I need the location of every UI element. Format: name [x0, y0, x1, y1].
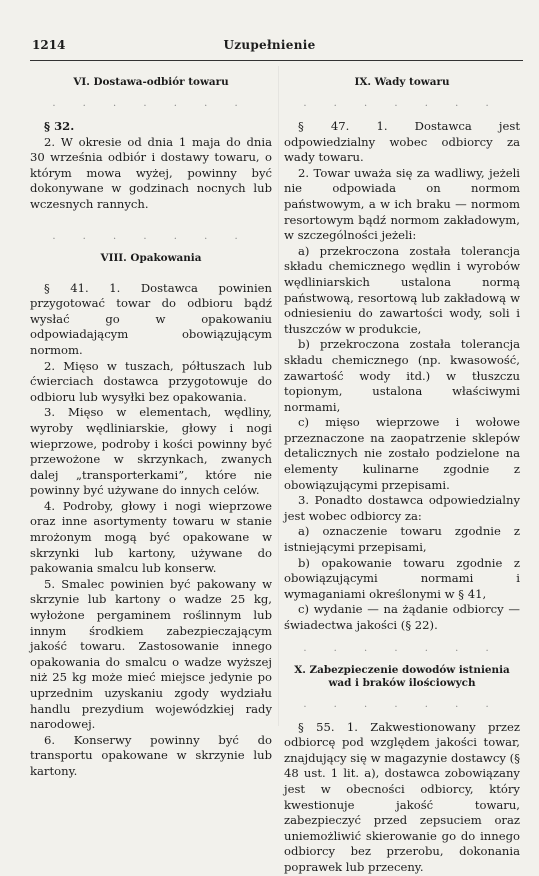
- paragraph-32-number: § 32.: [44, 119, 75, 133]
- paragraph-47-2c: c) mięso wieprzowe i wołowe przeznaczone na zaopatrzenie sklepów detalicznych nie zostało podzielone na elementy kulinarne zgodnie z obowiązującymi przepisami.: [284, 415, 520, 492]
- paragraph-32-2: 2. W okresie od dnia 1 maja do dnia 30 września odbiór i dostawy towaru, o którym mowa wyżej, powinny być dokonywane w godzinach nocnych lub wczesnych rannych.: [30, 134, 272, 211]
- page-header: [20, 38, 519, 58]
- section-title-x: X. Zabezpieczenie dowodów istnienia wad i braków ilościowych: [294, 663, 510, 689]
- page-number: 1214: [32, 38, 66, 52]
- paragraph-47-3b: b) opakowanie towaru zgodnie z obowiązującymi normami i wymaganiami określonymi w § 41,: [284, 555, 520, 601]
- paragraph-47-3c: c) wydanie — na żądanie odbiorcy — świadectwa jakości (§ 22).: [284, 602, 520, 632]
- paragraph-41-6: 6. Konserwy powinny być do transportu opakowane w skrzynie lub kartony.: [30, 732, 272, 778]
- elision-dots: . . . . . . .: [52, 98, 250, 109]
- paragraph-47-3: 3. Ponadto dostawca odpowiedzialny jest wobec odbiorcy za:: [284, 493, 520, 523]
- paragraph-55-1: § 55. 1. Zakwestionowany przez odbiorcę pod względem jakości towar, znajdujący się w magazynie dostawcy (§ 48 ust. 1 lit. a), dostawca zobowiązany jest w obecności odbiorcy, który kwestionuje jakość towaru, zabezpieczyć przed zepsuciem oraz uniemożliwić skierowanie go do innego odbiorcy bez przerobu, dokonania poprawek lub przeceny.: [284, 719, 520, 874]
- paragraph-41-5: 5. Smalec powinien być pakowany w skrzynie lub kartony o wadze 25 kg, wyłożone pergaminem roślinnym lub innym środkiem zabezpieczającym jakość towaru. Zastosowanie innego opakowania do smalcu o wadze wyższej niż 25 kg może mieć miejsce jedynie po uprzednim uzyskaniu zgody wydziału handlu prezydium wojewódzkiej rady narodowej.: [30, 576, 272, 732]
- running-title: Uzupełnienie: [223, 38, 316, 52]
- paragraph-41-4: 4. Podroby, głowy i nogi wieprzowe oraz inne asortymenty towaru w stanie mrożonym mogą być opakowane w skrzynki lub kartony, używane do pakowania smalcu lub konserw.: [30, 498, 272, 576]
- left-column: [30, 76, 272, 780]
- paragraph-41-3: 3. Mięso w elementach, wędliny, wyroby wędliniarskie, głowy i nogi wieprzowe, podroby i kości powinny być przewożone w skrzynkach, zwanych dalej „transporterkami”, które nie powinny być używane do innych celów.: [30, 405, 272, 498]
- paragraph-41-1: § 41. 1. Dostawca powinien przygotować towar do odbioru bądź wysłać go w opakowaniu odpowiadającym obowiązującym normom.: [30, 280, 272, 357]
- column-gutter: [278, 66, 279, 726]
- paragraph-41-2: 2. Mięso w tuszach, półtuszach lub ćwierciach dostawca przygotowuje do odbioru lub wysyłki bez opakowania.: [30, 358, 272, 404]
- header-rule: [30, 60, 523, 61]
- elision-dots: . . . . . . .: [303, 642, 501, 654]
- elision-dots: . . . . . . .: [52, 230, 250, 242]
- right-column: [284, 76, 520, 876]
- section-title-ix: IX. Wady towaru: [354, 76, 450, 88]
- paragraph-47-3a: a) oznaczenie towaru zgodnie z istniejącymi przepisami,: [284, 524, 520, 555]
- paragraph-47-2: 2. Towar uważa się za wadliwy, jeżeli nie odpowiada on normom państwowym, a w ich braku — normom resortowym bądź normom zakładowym, w szczególności jeżeli:: [284, 165, 520, 243]
- elision-dots: . . . . . . .: [303, 698, 501, 710]
- paragraph-47-2b: b) przekroczona została tolerancja składu chemicznego (np. kwasowość, zawartość wody itd.) w tłuszczu topionym, ustalona właściwymi normami,: [284, 337, 520, 414]
- paragraph-47-2a: a) przekroczona została tolerancja składu chemicznego wędlin i wyrobów wędliniarskich ustalona normą państwową, resortową lub zakładową w odniesieniu do zawartości wody, soli i tłuszczów w produkcie,: [284, 243, 520, 336]
- paragraph-47-1: § 47. 1. Dostawca jest odpowiedzialny wobec odbiorcy za wady towaru.: [284, 119, 520, 165]
- section-title-viii: VIII. Opakowania: [100, 251, 202, 264]
- elision-dots: . . . . . . .: [303, 98, 501, 109]
- section-title-vi: VI. Dostawa-odbiór towaru: [73, 76, 229, 88]
